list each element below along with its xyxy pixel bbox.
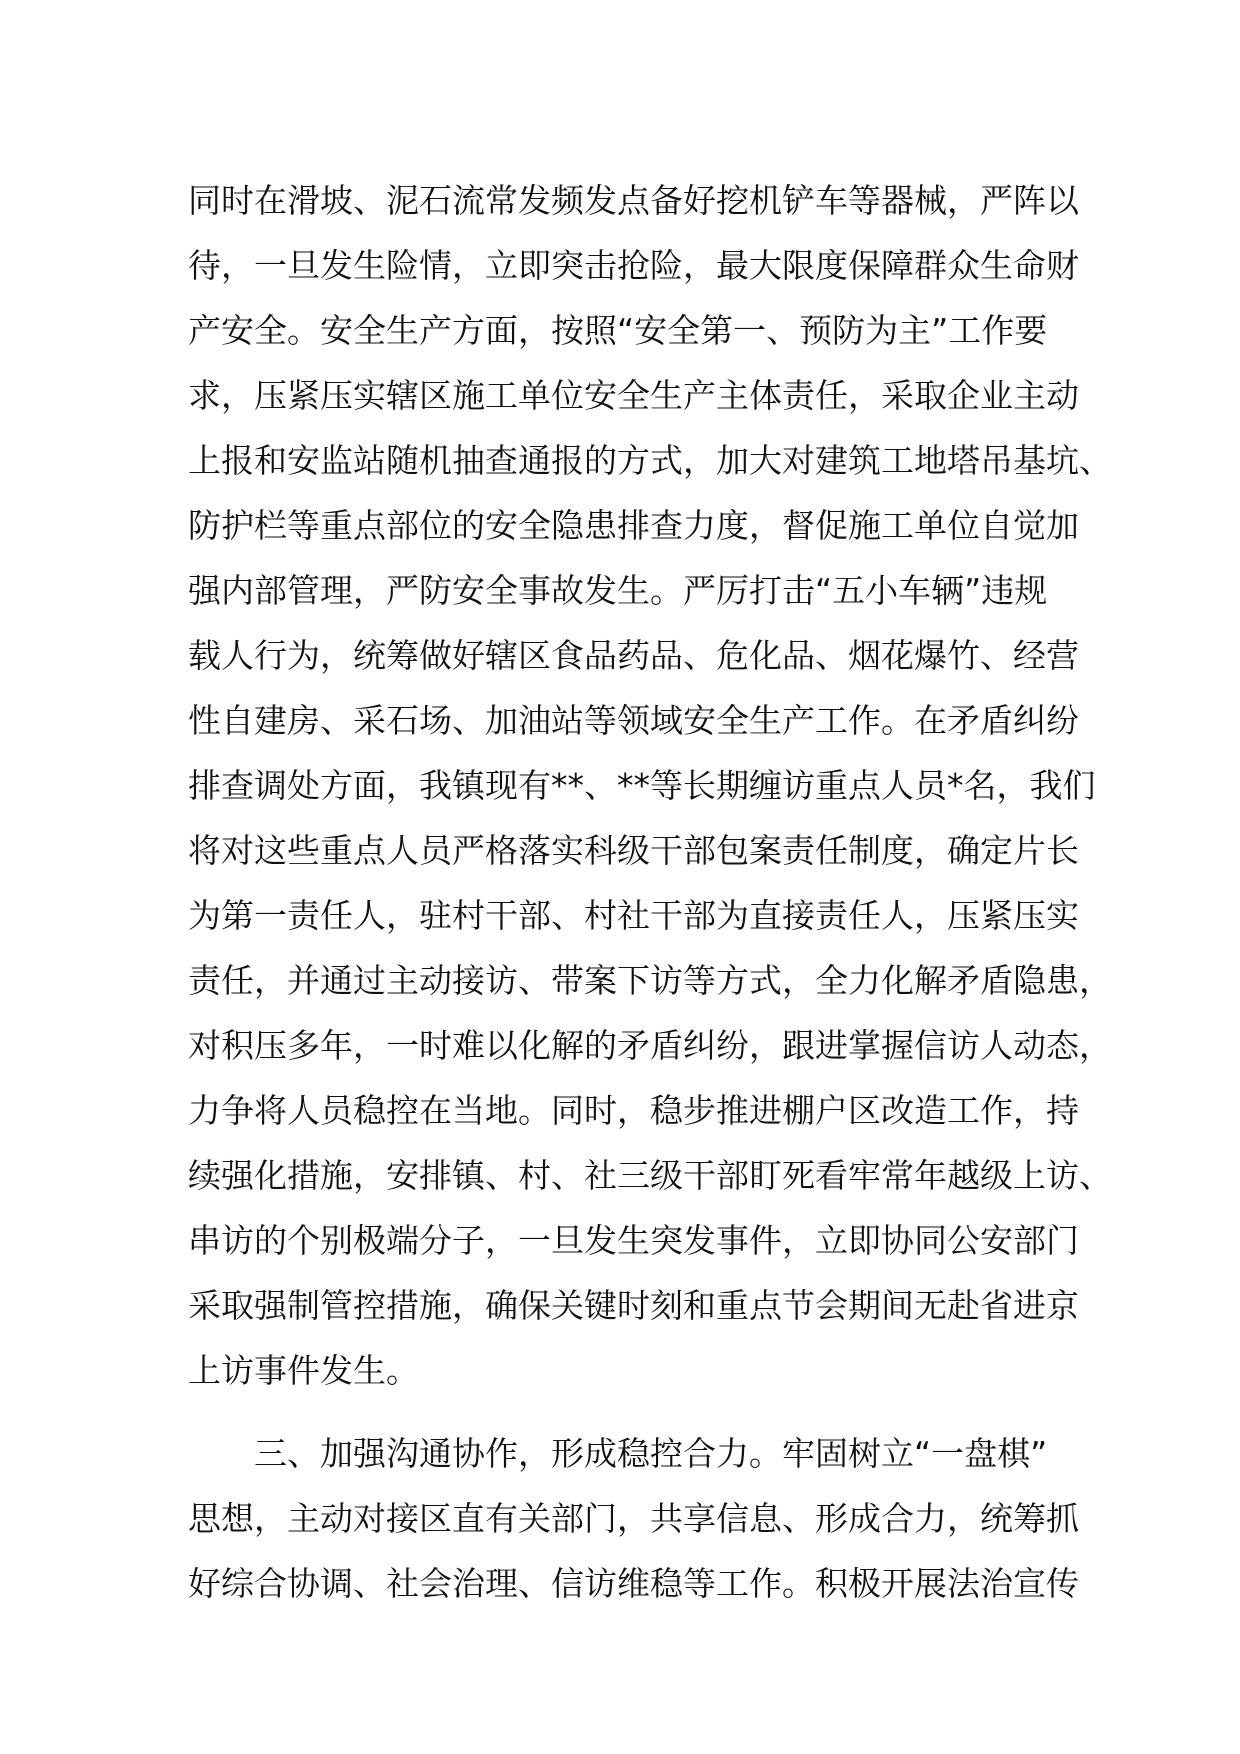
text-line: 防护栏等重点部位的安全隐患排查力度，督促施工单位自觉加 (188, 506, 1079, 545)
text-line: 上访事件发生。 (188, 1351, 419, 1390)
text-line: 产安全。安全生产方面，按照“安全第一、预防为主”工作要 (188, 311, 1048, 350)
text-line: 好综合协调、社会治理、信访维稳等工作。积极开展法治宣传 (188, 1564, 1079, 1603)
text-line: 上报和安监站随机抽查通报的方式，加大对建筑工地塔吊基坑、 (188, 441, 1112, 480)
text-line: 求，压紧压实辖区施工单位安全生产主体责任，采取企业主动 (188, 376, 1079, 415)
paragraph-1 (188, 168, 1112, 1403)
text-line: 待，一旦发生险情，立即突击抢险，最大限度保障群众生命财 (188, 246, 1079, 285)
paragraph-2 (188, 1421, 1088, 1616)
text-line: 强内部管理，严防安全事故发生。严厉打击“五小车辆”违规 (188, 571, 1048, 610)
text-line: 对积压多年，一时难以化解的矛盾纠纷，跟进掌握信访人动态， (188, 1026, 1112, 1065)
paragraph-gap (188, 1403, 1088, 1421)
text-line: 采取强制管控措施，确保关键时刻和重点节会期间无赴省进京 (188, 1286, 1079, 1325)
text-line: 三、加强沟通协作，形成稳控合力。牢固树立“一盘棋” (254, 1434, 1048, 1473)
text-line: 同时在滑坡、泥石流常发频发点备好挖机铲车等器械，严阵以 (188, 181, 1079, 220)
text-line: 思想，主动对接区直有关部门，共享信息、形成合力，统筹抓 (188, 1499, 1079, 1538)
text-line: 为第一责任人，驻村干部、村社干部为直接责任人，压紧压实 (188, 896, 1079, 935)
text-line: 续强化措施，安排镇、村、社三级干部盯死看牢常年越级上访、 (188, 1156, 1112, 1195)
text-line: 串访的个别极端分子，一旦发生突发事件，立即协同公安部门 (188, 1221, 1079, 1260)
text-line: 责任，并通过主动接访、带案下访等方式，全力化解矛盾隐患， (188, 961, 1112, 1000)
text-line: 力争将人员稳控在当地。同时，稳步推进棚户区改造工作，持 (188, 1091, 1079, 1130)
text-line: 性自建房、采石场、加油站等领域安全生产工作。在矛盾纠纷 (188, 701, 1079, 740)
text-line: 将对这些重点人员严格落实科级干部包案责任制度，确定片长 (188, 831, 1079, 870)
text-line: 载人行为，统筹做好辖区食品药品、危化品、烟花爆竹、经营 (188, 636, 1079, 675)
text-line: 排查调处方面，我镇现有**、**等长期缠访重点人员*名，我们 (188, 766, 1096, 805)
document-body (188, 168, 1112, 1616)
